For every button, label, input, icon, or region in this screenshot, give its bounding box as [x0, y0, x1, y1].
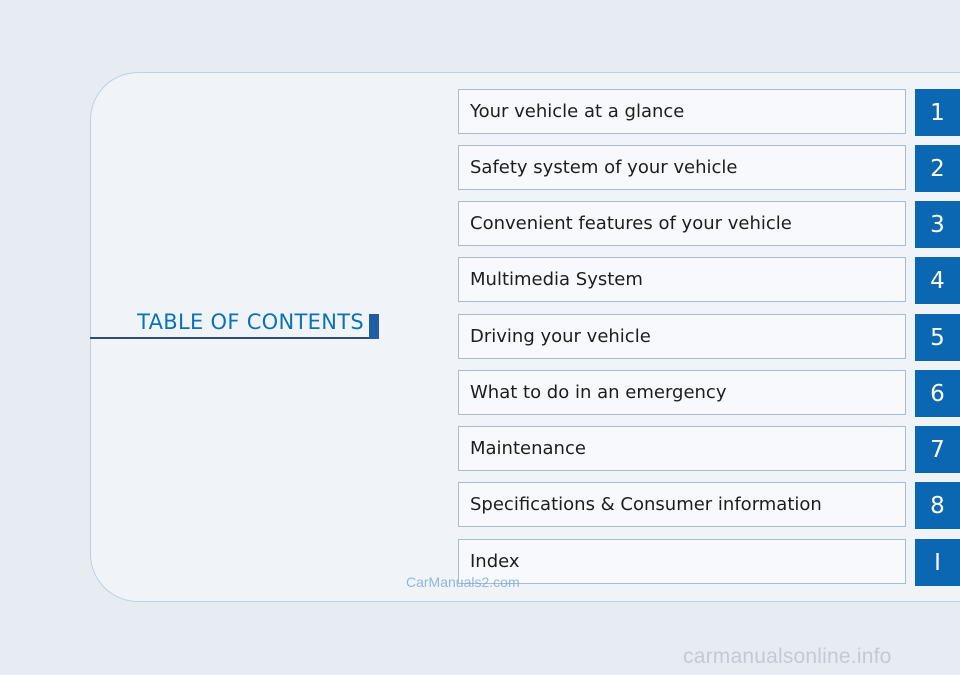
- toc-entry-box[interactable]: [458, 145, 906, 190]
- toc-entry-label: What to do in an emergency: [470, 382, 727, 403]
- toc-entry-2[interactable]: [458, 145, 960, 192]
- toc-entry-1[interactable]: [458, 89, 960, 136]
- toc-entry-box[interactable]: [458, 482, 906, 527]
- watermark-carmanuals2: CarManuals2.com: [406, 574, 520, 590]
- chapter-tab-index[interactable]: I: [915, 539, 960, 586]
- toc-entry-box[interactable]: [458, 426, 906, 471]
- toc-heading: [90, 308, 382, 340]
- toc-entry-box[interactable]: [458, 257, 906, 302]
- toc-entry-label: Multimedia System: [470, 269, 643, 290]
- heading-marker: [369, 314, 379, 339]
- chapter-tab-8[interactable]: 8: [915, 482, 960, 529]
- chapter-tab-7[interactable]: 7: [915, 426, 960, 473]
- toc-entry-label: Driving your vehicle: [470, 326, 651, 347]
- page-title: TABLE OF CONTENTS: [137, 310, 364, 334]
- toc-entry-7[interactable]: [458, 426, 960, 473]
- chapter-tab-2[interactable]: 2: [915, 145, 960, 192]
- watermark-carmanualsonline: carmanualsonline.info: [683, 645, 892, 668]
- toc-entry-label: Your vehicle at a glance: [470, 101, 685, 122]
- toc-entry-box[interactable]: [458, 539, 906, 584]
- chapter-tab-1[interactable]: 1: [915, 89, 960, 136]
- toc-entry-box[interactable]: [458, 370, 906, 415]
- toc-entry-box[interactable]: [458, 201, 906, 246]
- toc-entry-label: Index: [470, 551, 520, 572]
- heading-underline: [90, 337, 370, 339]
- chapter-tab-3[interactable]: 3: [915, 201, 960, 248]
- toc-entry-box[interactable]: [458, 314, 906, 359]
- toc-entry-box[interactable]: [458, 89, 906, 134]
- toc-entry-3[interactable]: [458, 201, 960, 248]
- toc-entry-6[interactable]: [458, 370, 960, 417]
- chapter-tab-5[interactable]: 5: [915, 314, 960, 361]
- toc-entry-label: Maintenance: [470, 438, 586, 459]
- toc-entry-5[interactable]: [458, 314, 960, 361]
- toc-entry-label: Convenient features of your vehicle: [470, 213, 792, 234]
- toc-entry-8[interactable]: [458, 482, 960, 529]
- toc-entry-4[interactable]: [458, 257, 960, 304]
- chapter-tab-6[interactable]: 6: [915, 370, 960, 417]
- toc-entry-label: Safety system of your vehicle: [470, 157, 738, 178]
- toc-entry-label: Specifications & Consumer information: [470, 494, 822, 515]
- toc-entry-index[interactable]: [458, 539, 960, 586]
- chapter-tab-4[interactable]: 4: [915, 257, 960, 304]
